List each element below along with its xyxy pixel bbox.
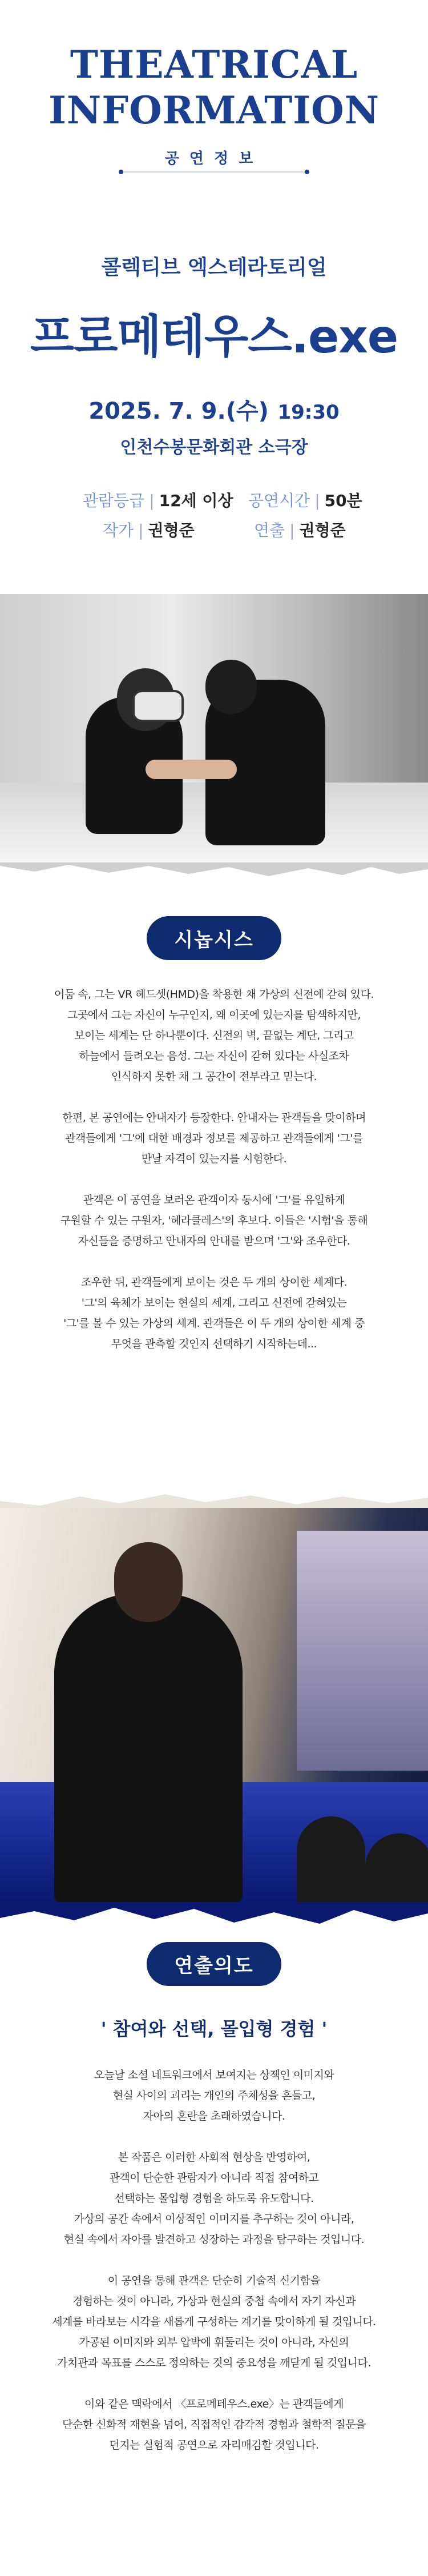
performance-time: 19:30 <box>277 401 340 424</box>
title-divider <box>120 171 308 172</box>
torn-edge-bottom <box>0 1902 428 1931</box>
synopsis-paragraph: 조우한 뒤, 관객들에게 보이는 것은 두 개의 상이한 세계다. '그'의 육체가 보이는 현실의 세계, 그리고 신전에 갇혀있는 '그'를 볼 수 있는 가상의 세계. 관객들은 이 두 개의 상이한 세계 중 무엇을 관측할 것인지 선택하기 시작하는데... <box>63 1276 365 1350</box>
performance-details <box>0 488 428 548</box>
rating-value: 12세 이상 <box>159 491 233 510</box>
synopsis-heading: 시놉시스 <box>147 916 281 960</box>
audience-member-figure <box>54 1594 243 1902</box>
synopsis-paragraph: 관객은 이 공연을 보러온 관객이자 동시에 '그'를 유일하게 구원할 수 있는 구원자, '헤라클레스'의 후보다. 이들은 '시험'을 통해 자신들을 증명하고 안내자의 안내를 받으며 '그'와 조우한다. <box>60 1194 368 1247</box>
direction-heading: 연출의도 <box>147 1942 281 1986</box>
presenter-name: 콜렉티브 엑스테라토리얼 <box>101 256 327 279</box>
writer-label: 작가 <box>103 521 134 540</box>
audience-member-head <box>114 1542 183 1622</box>
director-info <box>254 518 346 541</box>
writer-value: 권형준 <box>148 521 195 540</box>
divider-dot-right <box>305 170 309 174</box>
direction-paragraph: 오늘날 소셜 네트워크에서 보여지는 상젝인 이미지와 현실 사이의 괴리는 개인의 주체성을 흔들고, 자아의 혼란을 초래하였습니다. <box>94 2069 334 2122</box>
runtime-info <box>248 488 362 511</box>
torn-edge-bottom <box>0 862 428 885</box>
writer-info <box>103 518 195 541</box>
separator: | <box>289 521 295 540</box>
theatrical-info-header <box>0 0 428 594</box>
direction-concept: ' 참여와 선택, 몰입형 경험 ' <box>100 2018 328 2040</box>
divider-dot-left <box>119 170 123 174</box>
details-row-1 <box>0 488 428 518</box>
details-row-2 <box>0 518 428 548</box>
vr-headset-icon <box>132 690 184 722</box>
projection-screen-right <box>297 1531 428 1771</box>
play-title: 프로메테우스.exe <box>30 310 398 363</box>
actor-guide-arm <box>146 760 237 779</box>
performance-date-time <box>0 393 428 426</box>
separator: | <box>314 491 320 510</box>
rating-info <box>83 488 233 511</box>
stage-photo-audience <box>0 1508 428 1902</box>
rating-label: 관람등급 <box>83 491 145 510</box>
separator: | <box>149 491 155 510</box>
synopsis-paragraph: 한편, 본 공연에는 안내자가 등장한다. 안내자는 관객들을 맞이하며 관객들에게 '그'에 대한 배경과 정보를 제공하고 관객들에게 '그'를 만날 자격이 있는지를 시험한다. <box>62 1112 366 1165</box>
performance-date: 2025. 7. 9.(수) <box>88 398 269 424</box>
title-en-line2: INFORMATION <box>49 88 379 133</box>
performance-venue: 인천수봉문화회관 소극장 <box>120 438 308 458</box>
stage-photo-vr-actor <box>0 594 428 862</box>
direction-paragraph: 이와 같은 맥락에서 〈프로메테우스.exe〉는 관객들에게 단순한 신화적 재현을 넘어, 직접적인 감각적 경험과 철학적 질문을 던지는 실험적 공연으로 자리매김할 것입니다. <box>62 2398 366 2451</box>
direction-paragraph: 본 작품은 이러한 사회적 현상을 반영하여, 관객이 단순한 관람자가 아니라 직접 참여하고 선택하는 몰입형 경험을 하도록 유도합니다. 가상의 공간 속에서 이상적인 이미지를 추구하는 것이 아니라, 현실 속에서 자아를 발견하고 성장하는 과정을 탐구하는 것입니다. <box>63 2151 365 2246</box>
audience-silhouette <box>365 1833 428 1902</box>
synopsis-body <box>0 984 428 1354</box>
director-value: 권형준 <box>299 521 346 540</box>
direction-body <box>0 2065 428 2455</box>
actor-guide-head <box>205 660 257 714</box>
separator: | <box>138 521 144 540</box>
synopsis-section <box>0 885 428 1491</box>
runtime-value: 50분 <box>324 491 362 510</box>
direction-section <box>0 1931 428 2576</box>
title-en-line1: THEATRICAL <box>70 42 358 87</box>
torn-edge-top <box>0 1491 428 1508</box>
runtime-label: 공연시간 <box>248 491 310 510</box>
director-label: 연출 <box>254 521 285 540</box>
synopsis-paragraph: 어둠 속, 그는 VR 헤드셋(HMD)을 착용한 채 가상의 신전에 갇혀 있다. 그곳에서 그는 자신이 누구인지, 왜 이곳에 있는지를 탐색하지만, 보이는 세계는 단 하나뿐이다. 신전의 벽, 끝없는 계단, 그리고 하늘에서 들려오는 음성. 그는 자신이 갇혀 있다는 사실조차 인식하지 못한 채 그 공간이 전부라고 믿는다. <box>54 988 374 1083</box>
direction-paragraph: 이 공연을 통해 관객은 단순히 기술적 신기함을 경험하는 것이 아니라, 가상과 현실의 중첩 속에서 자기 자신과 세계를 바라보는 시각을 새롭게 구성하는 계기를 맞이하게 될 것입니다. 가공된 이미지와 외부 압박에 휘둘리는 것이 아니라, 자신의 가치관과 목표를 스스로 정의하는 것의 중요성을 깨닫게 될 것입니다. <box>52 2274 376 2369</box>
audience-silhouette <box>297 1816 365 1902</box>
subtitle-kr: 공연정보 <box>164 150 264 167</box>
